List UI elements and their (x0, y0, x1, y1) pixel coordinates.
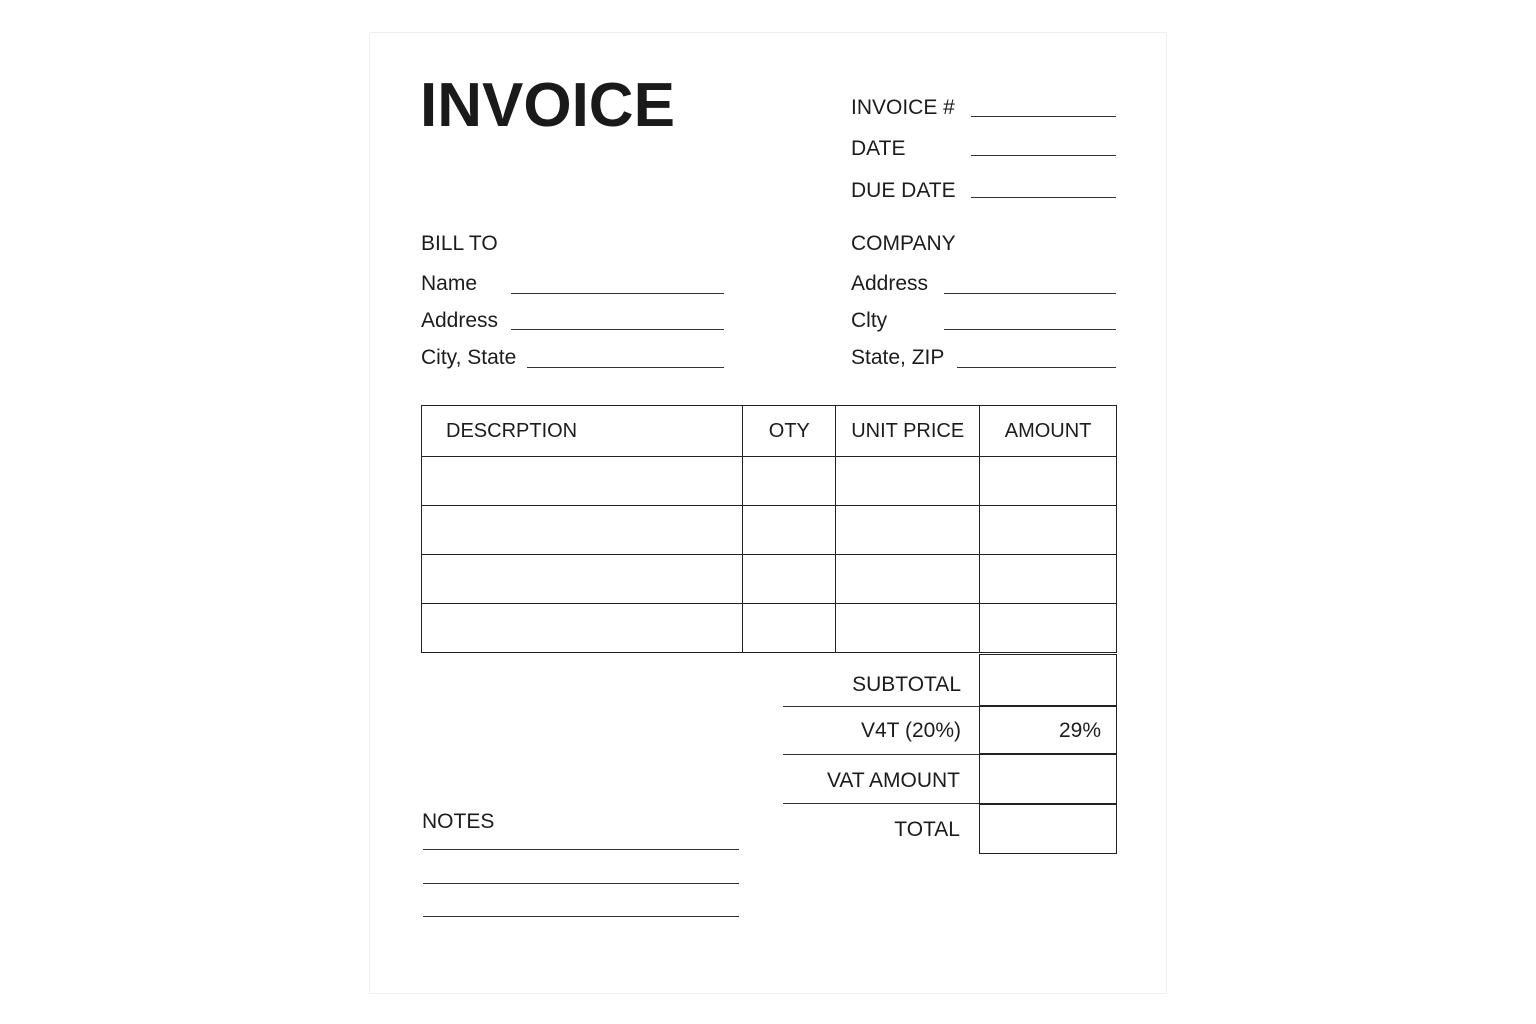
summary-divider (783, 803, 980, 804)
column-header-quantity: OTY (743, 406, 836, 457)
table-row (422, 604, 1117, 653)
table-row (422, 555, 1117, 604)
bill-to-heading: BILL TO (421, 232, 498, 255)
due-date-field[interactable] (971, 197, 1116, 198)
table-row (422, 506, 1117, 555)
invoice-number-label: INVOICE # (851, 96, 955, 119)
bill-to-address-field[interactable] (511, 329, 724, 330)
company-city-field[interactable] (944, 329, 1116, 330)
line-items-table (421, 405, 1117, 653)
unit-price-cell[interactable] (836, 457, 980, 506)
company-address-label: Address (851, 272, 929, 295)
date-label: DATE (851, 137, 906, 160)
amount-cell[interactable] (980, 555, 1117, 604)
summary-divider (783, 706, 980, 707)
quantity-cell[interactable] (743, 506, 836, 555)
summary-divider (783, 754, 980, 755)
company-state-zip-label: State, ZIP (851, 346, 945, 369)
amount-cell[interactable] (980, 604, 1117, 653)
description-cell[interactable] (422, 555, 743, 604)
company-state-zip-field[interactable] (957, 367, 1116, 368)
subtotal-label: SUBTOTAL (852, 673, 961, 696)
description-cell[interactable] (422, 604, 743, 653)
column-header-unit-price: UNIT PRICE (836, 406, 980, 457)
company-heading: COMPANY (851, 232, 956, 255)
column-header-description: DESCRPTION (422, 406, 743, 457)
bill-to-name-field[interactable] (511, 293, 724, 294)
total-label: TOTAL (894, 818, 960, 841)
total-value-box[interactable] (979, 803, 1117, 854)
table-header-row (422, 406, 1117, 457)
notes-line[interactable] (423, 849, 739, 850)
unit-price-cell[interactable] (836, 555, 980, 604)
amount-cell[interactable] (980, 457, 1117, 506)
notes-heading: NOTES (422, 810, 495, 833)
description-cell[interactable] (422, 506, 743, 555)
column-header-amount: AMOUNT (980, 406, 1117, 457)
invoice-number-field[interactable] (971, 116, 1116, 117)
invoice-title: INVOICE (420, 71, 675, 140)
quantity-cell[interactable] (743, 604, 836, 653)
company-address-field[interactable] (944, 293, 1116, 294)
vat-amount-label: VAT AMOUNT (826, 769, 960, 792)
table-row (422, 457, 1117, 506)
unit-price-cell[interactable] (836, 506, 980, 555)
description-cell[interactable] (422, 457, 743, 506)
invoice-sheet (369, 32, 1167, 994)
bill-to-address-label: Address (421, 309, 499, 332)
notes-line[interactable] (423, 883, 739, 884)
quantity-cell[interactable] (743, 555, 836, 604)
bill-to-city-state-label: City, State (421, 346, 517, 369)
company-city-label: Clty (851, 309, 888, 332)
quantity-cell[interactable] (743, 457, 836, 506)
bill-to-name-label: Name (421, 272, 478, 295)
bill-to-city-state-field[interactable] (527, 367, 724, 368)
vat-rate-label: V4T (20%) (861, 719, 961, 742)
notes-line[interactable] (423, 916, 739, 917)
unit-price-cell[interactable] (836, 604, 980, 653)
vat-rate-value-box[interactable] (979, 705, 1117, 755)
vat-amount-value-box[interactable] (979, 753, 1117, 805)
due-date-label: DUE DATE (851, 179, 956, 202)
amount-cell[interactable] (980, 506, 1117, 555)
date-field[interactable] (971, 155, 1116, 156)
vat-rate-value: 29% (1058, 719, 1101, 742)
subtotal-value-box[interactable] (979, 654, 1117, 707)
